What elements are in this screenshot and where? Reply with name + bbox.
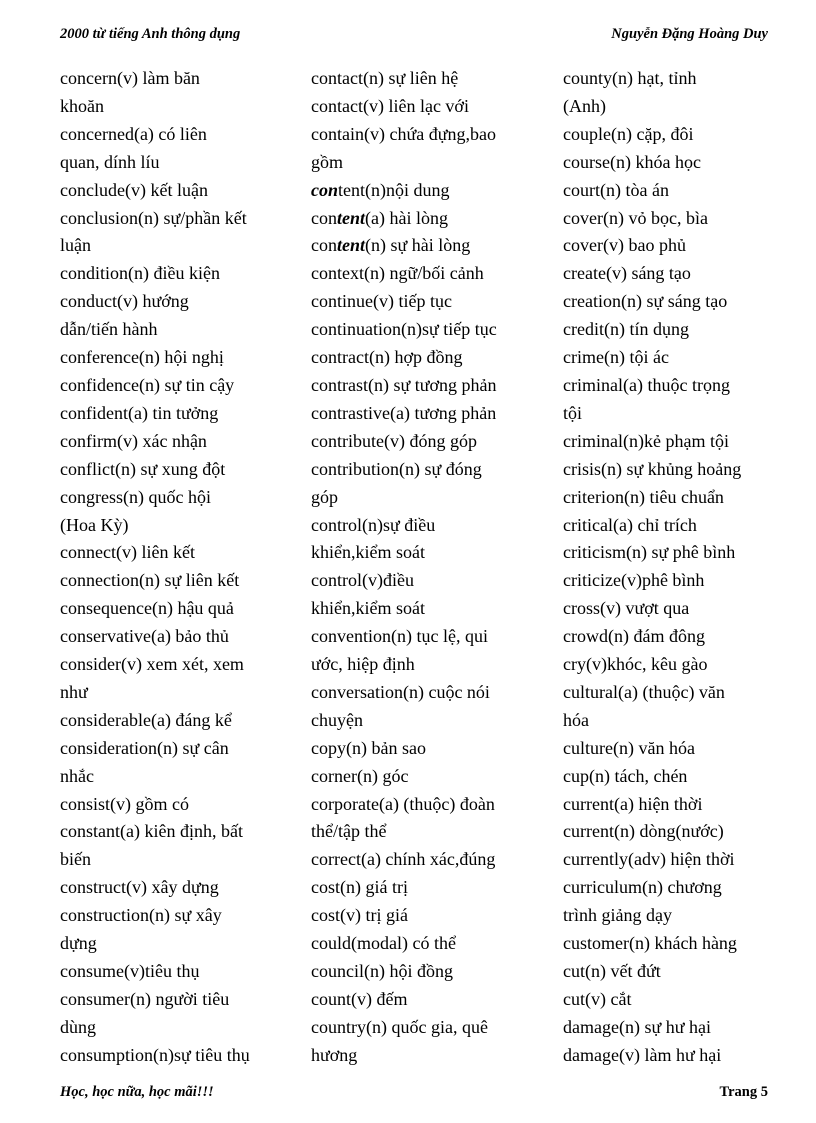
vocab-entry-line: nhắc <box>60 765 94 786</box>
vocab-entry-line: chuyện <box>311 709 363 730</box>
vocab-entry <box>311 177 536 205</box>
vocab-entry <box>563 205 788 233</box>
vocab-column-1 <box>60 65 282 1070</box>
vocab-entry-line: crowd(n) đám đông <box>563 626 705 647</box>
vocab-entry-line: content(a) hài lòng <box>311 207 448 228</box>
vocab-entry-line: cross(v) vượt qua <box>563 598 690 619</box>
vocab-entry <box>311 791 536 847</box>
vocab-entry-line: criminal(a) thuộc trọng <box>563 374 730 395</box>
vocab-column-3 <box>563 65 788 1070</box>
vocab-entry-line: consist(v) gồm có <box>60 793 189 814</box>
vocab-entry <box>563 930 788 958</box>
vocab-entry <box>563 232 788 260</box>
vocab-entry <box>563 344 788 372</box>
stress-mark: tent <box>337 207 366 228</box>
vocab-entry-line: quan, dính líu <box>60 151 160 172</box>
vocab-entry-line: concerned(a) có liên <box>60 123 207 144</box>
vocab-entry <box>563 874 788 930</box>
vocab-entry <box>311 846 536 874</box>
vocab-entry <box>311 232 536 260</box>
vocab-entry-line: context(n) ngữ/bối cảnh <box>311 263 484 284</box>
vocab-entry <box>60 456 282 484</box>
vocab-entry <box>60 1042 282 1070</box>
vocab-entry-line: conservative(a) bảo thủ <box>60 626 229 647</box>
vocab-entry-line: conflict(n) sự xung đột <box>60 458 226 479</box>
vocab-entry-line: criticize(v)phê bình <box>563 570 705 591</box>
vocab-entry <box>563 763 788 791</box>
vocab-entry <box>311 121 536 177</box>
vocab-entry-line: damage(v) làm hư hại <box>563 1044 722 1065</box>
vocab-entry <box>563 986 788 1014</box>
vocab-entry-line: consumption(n)sự tiêu thụ <box>60 1044 250 1065</box>
vocab-entry-line: correct(a) chính xác,đúng <box>311 849 496 870</box>
vocab-entry <box>311 93 536 121</box>
vocab-entry-line: current(a) hiện thời <box>563 793 703 814</box>
vocab-entry-line: current(n) dòng(nước) <box>563 821 724 842</box>
vocab-entry <box>60 400 282 428</box>
vocab-entry <box>311 986 536 1014</box>
vocab-entry <box>563 791 788 819</box>
vocab-entry <box>563 958 788 986</box>
vocab-entry-line: considerable(a) đáng kể <box>60 709 232 730</box>
vocab-entry <box>60 344 282 372</box>
vocab-entry-line: constant(a) kiên định, bất <box>60 821 243 842</box>
vocab-entry <box>563 456 788 484</box>
vocab-entry-line: criterion(n) tiêu chuẩn <box>563 486 724 507</box>
vocab-entry-line: khoăn <box>60 95 104 116</box>
vocab-entry-line: contact(v) liên lạc với <box>311 95 469 116</box>
stress-mark: con <box>311 179 338 200</box>
vocab-entry-line: consequence(n) hậu quả <box>60 598 234 619</box>
vocab-entry <box>60 791 282 819</box>
vocab-entry-line: curriculum(n) chương <box>563 877 722 898</box>
vocab-entry-line: count(v) đếm <box>311 988 408 1009</box>
vocab-entry-line: continue(v) tiếp tục <box>311 291 452 312</box>
vocab-entry <box>311 400 536 428</box>
vocab-entry <box>60 260 282 288</box>
vocab-entry-line: control(n)sự điều <box>311 514 436 535</box>
vocab-entry <box>60 428 282 456</box>
vocab-entry-line: contract(n) hợp đồng <box>311 347 463 368</box>
page-number: Trang 5 <box>719 1084 768 1100</box>
vocab-entry-line: content(n)nội dung <box>311 179 450 200</box>
vocab-entry <box>563 735 788 763</box>
vocab-entry-line: dựng <box>60 933 97 954</box>
vocab-entry <box>60 958 282 986</box>
vocab-entry-line: contact(n) sự liên hệ <box>311 68 459 88</box>
vocab-entry <box>60 372 282 400</box>
vocab-entry <box>60 484 282 540</box>
vocab-entry-line: cost(v) trị giá <box>311 905 408 926</box>
vocab-entry <box>563 428 788 456</box>
vocab-entry-line: góp <box>311 486 338 507</box>
running-header-title: 2000 từ tiếng Anh thông dụng <box>60 26 241 42</box>
vocab-entry-line: như <box>60 681 88 702</box>
vocab-entry <box>60 567 282 595</box>
vocab-entry <box>60 121 282 177</box>
vocab-entry <box>563 65 788 121</box>
vocab-entry-line: dùng <box>60 1016 96 1037</box>
vocab-entry <box>311 902 536 930</box>
vocab-entry <box>563 121 788 149</box>
vocab-entry-line: control(v)điều <box>311 570 414 591</box>
vocab-entry-line: consumer(n) người tiêu <box>60 988 230 1009</box>
vocab-entry <box>311 763 536 791</box>
vocab-entry-line: culture(n) văn hóa <box>563 737 695 758</box>
vocab-entry <box>311 428 536 456</box>
vocab-entry-line: concern(v) làm băn <box>60 68 200 88</box>
vocab-entry <box>563 679 788 735</box>
vocab-entry <box>563 260 788 288</box>
vocab-entry-line: continuation(n)sự tiếp tục <box>311 319 497 340</box>
vocab-entry <box>563 623 788 651</box>
vocab-entry-line: luận <box>60 235 91 256</box>
vocab-entry-line: crisis(n) sự khủng hoảng <box>563 458 742 479</box>
vocab-entry-line: copy(n) bản sao <box>311 737 426 758</box>
vocab-entry <box>563 484 788 512</box>
vocab-entry-line: conduct(v) hướng <box>60 291 189 312</box>
vocab-entry-line: cultural(a) (thuộc) văn <box>563 681 725 702</box>
vocab-entry <box>311 344 536 372</box>
vocab-entry-line: dẫn/tiến hành <box>60 319 158 340</box>
vocab-entry-line: creation(n) sự sáng tạo <box>563 291 728 312</box>
vocab-entry <box>311 679 536 735</box>
vocab-entry-line: congress(n) quốc hội <box>60 486 211 507</box>
vocab-entry <box>563 595 788 623</box>
vocab-entry-line: khiển,kiểm soát <box>311 542 425 563</box>
vocab-entry <box>563 149 788 177</box>
vocab-entry-line: condition(n) điều kiện <box>60 263 220 284</box>
vocab-entry <box>60 902 282 958</box>
vocab-entry-line: contain(v) chứa đựng,bao <box>311 123 496 144</box>
vocab-entry <box>60 595 282 623</box>
vocab-entry-line: khiển,kiểm soát <box>311 598 425 619</box>
vocab-entry-line: cost(n) giá trị <box>311 877 408 898</box>
vocab-entry <box>311 316 536 344</box>
vocab-entry-line: contrastive(a) tương phản <box>311 402 497 423</box>
vocab-entry-line: convention(n) tục lệ, qui <box>311 626 488 647</box>
vocab-entry-line: conclusion(n) sự/phần kết <box>60 207 247 228</box>
vocab-entry <box>563 372 788 428</box>
vocab-entry <box>60 735 282 791</box>
vocab-entry-line: damage(n) sự hư hại <box>563 1016 711 1037</box>
vocab-entry <box>311 288 536 316</box>
stress-mark: tent <box>337 235 366 256</box>
vocab-entry-line: connection(n) sự liên kết <box>60 570 240 591</box>
vocab-entry-line: tội <box>563 402 583 423</box>
vocab-entry <box>311 874 536 902</box>
vocab-entry-line: could(modal) có thể <box>311 933 456 954</box>
vocab-entry <box>311 735 536 763</box>
vocab-entry <box>311 623 536 679</box>
vocab-entry <box>563 1014 788 1042</box>
vocab-entry <box>60 205 282 261</box>
vocab-entry-line: customer(n) khách hàng <box>563 933 737 954</box>
vocab-entry-line: contribution(n) sự đóng <box>311 458 482 479</box>
vocab-entry <box>311 65 536 93</box>
running-header-author: Nguyễn Đặng Hoàng Duy <box>611 26 768 42</box>
vocab-entry-line: currently(adv) hiện thời <box>563 849 735 870</box>
vocab-entry-line: thể/tập thể <box>311 821 387 842</box>
vocab-entry <box>60 651 282 707</box>
vocab-entry <box>563 846 788 874</box>
vocab-entry-line: construction(n) sự xây <box>60 905 222 926</box>
vocab-entry <box>311 930 536 958</box>
vocab-entry-line: cup(n) tách, chén <box>563 765 688 786</box>
vocab-entry <box>60 707 282 735</box>
vocab-entry-line: hóa <box>563 709 589 730</box>
footer-motto: Học, học nữa, học mãi!!! <box>60 1084 214 1100</box>
vocab-entry-line: conference(n) hội nghị <box>60 347 224 368</box>
vocab-entry-line: cover(v) bao phủ <box>563 235 686 256</box>
vocab-entry-line: cry(v)khóc, kêu gào <box>563 654 708 675</box>
vocab-entry <box>60 818 282 874</box>
vocab-entry <box>311 958 536 986</box>
vocab-entry <box>311 260 536 288</box>
vocab-entry <box>563 316 788 344</box>
vocab-entry <box>60 874 282 902</box>
vocab-entry <box>60 539 282 567</box>
vocab-entry-line: council(n) hội đồng <box>311 961 453 981</box>
vocab-entry-line: confidence(n) sự tin cậy <box>60 374 235 395</box>
vocab-column-2 <box>311 65 536 1070</box>
vocab-entry <box>60 623 282 651</box>
vocab-entry <box>563 567 788 595</box>
vocab-entry-line: trình giảng dạy <box>563 905 672 926</box>
vocab-entry-line: conclude(v) kết luận <box>60 179 208 200</box>
vocab-entry-line: (Anh) <box>563 95 606 116</box>
vocab-entry-line: crime(n) tội ác <box>563 347 669 368</box>
vocab-entry-line: connect(v) liên kết <box>60 542 195 563</box>
vocab-entry-line: couple(n) cặp, đôi <box>563 123 694 144</box>
vocab-entry <box>563 512 788 540</box>
vocab-entry-line: hương <box>311 1044 358 1065</box>
vocab-entry <box>311 372 536 400</box>
vocab-entry-line: country(n) quốc gia, quê <box>311 1016 488 1037</box>
vocab-entry-line: construct(v) xây dựng <box>60 877 219 898</box>
vocab-entry-line: county(n) hạt, tỉnh <box>563 68 697 88</box>
vocab-entry <box>563 651 788 679</box>
vocab-entry-line: biến <box>60 849 91 870</box>
vocab-entry <box>60 65 282 121</box>
vocab-entry-line: ước, hiệp định <box>311 654 415 675</box>
vocab-entry <box>60 288 282 344</box>
vocab-entry-line: cut(n) vết đứt <box>563 961 661 981</box>
vocab-entry-line: consider(v) xem xét, xem <box>60 654 244 675</box>
vocab-entry-line: create(v) sáng tạo <box>563 263 691 284</box>
vocab-entry-line: criminal(n)kẻ phạm tội <box>563 430 729 451</box>
vocab-entry <box>60 177 282 205</box>
vocab-entry-line: gồm <box>311 151 344 172</box>
vocab-entry-line: confident(a) tin tưởng <box>60 402 219 423</box>
vocab-entry-line: conversation(n) cuộc nói <box>311 681 490 702</box>
vocab-entry-line: course(n) khóa học <box>563 151 701 172</box>
vocab-entry-line: corner(n) góc <box>311 765 409 786</box>
vocab-entry-line: cut(v) cắt <box>563 988 632 1009</box>
vocab-entry-line: consideration(n) sự cân <box>60 737 229 758</box>
vocab-entry-line: (Hoa Kỳ) <box>60 514 129 535</box>
vocab-entry <box>60 986 282 1042</box>
vocab-entry-line: court(n) tòa án <box>563 179 669 200</box>
vocab-entry <box>311 205 536 233</box>
vocab-entry <box>311 512 536 568</box>
vocab-entry <box>563 288 788 316</box>
vocab-entry-line: confirm(v) xác nhận <box>60 430 207 451</box>
vocab-entry-line: consume(v)tiêu thụ <box>60 961 200 981</box>
vocab-entry-line: corporate(a) (thuộc) đoàn <box>311 793 495 814</box>
vocab-entry <box>563 177 788 205</box>
vocab-entry-line: criticism(n) sự phê bình <box>563 542 736 563</box>
vocab-entry-line: critical(a) chỉ trích <box>563 514 697 535</box>
vocab-entry <box>311 567 536 623</box>
vocab-entry <box>563 1042 788 1070</box>
vocab-entry-line: contrast(n) sự tương phản <box>311 374 497 395</box>
vocab-entry-line: contribute(v) đóng góp <box>311 430 477 451</box>
vocab-entry <box>311 1014 536 1070</box>
vocab-entry-line: cover(n) vỏ bọc, bìa <box>563 207 708 228</box>
vocab-entry-line: credit(n) tín dụng <box>563 319 689 340</box>
vocab-entry-line: content(n) sự hài lòng <box>311 235 471 256</box>
vocab-entry <box>311 456 536 512</box>
vocab-entry <box>563 539 788 567</box>
vocab-entry <box>563 818 788 846</box>
